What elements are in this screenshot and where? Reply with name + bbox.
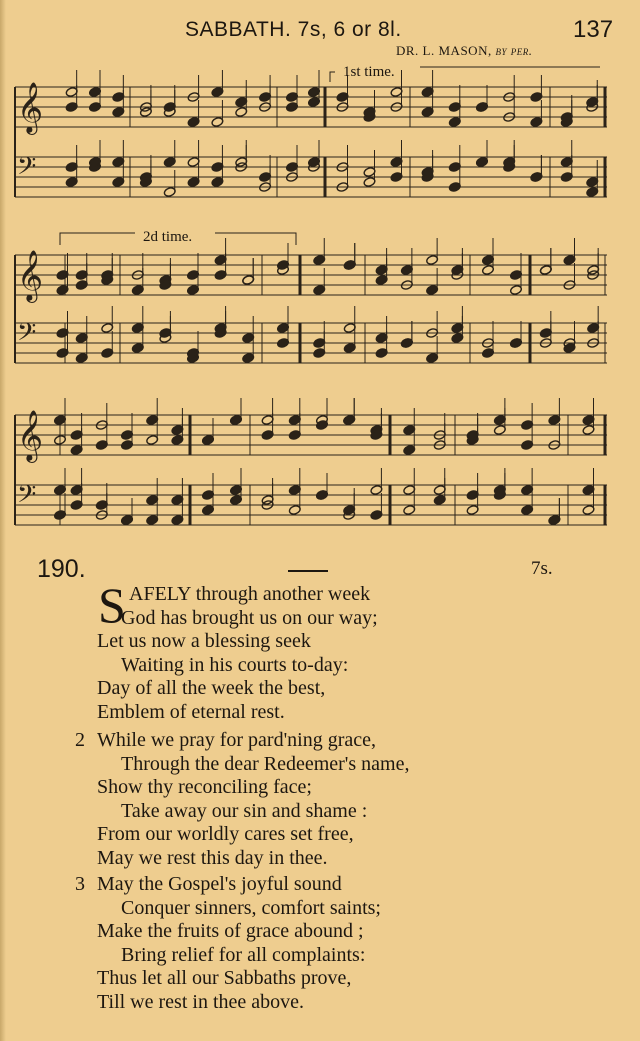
verse-line: While we pray for pard'ning grace, — [97, 729, 377, 751]
verse-line: Make the fruits of grace abound ; — [97, 920, 364, 942]
verse-line: Show thy reconciling face; — [97, 776, 312, 798]
treble-clef: 𝄞 — [17, 250, 44, 301]
verse-line: Waiting in his courts to-day: — [121, 653, 349, 676]
composer-name: DR. L. MASON, — [396, 43, 492, 58]
bass-clef: 𝄢 — [17, 480, 37, 515]
verse-line: May we rest this day in thee. — [97, 846, 328, 869]
verse-line: Let us now a blessing seek — [97, 630, 311, 652]
verse-line: AFELY through another week — [129, 583, 371, 605]
treble-clef: 𝄞 — [17, 82, 44, 133]
separator-dash — [288, 570, 328, 572]
hymn-number: 190. — [37, 555, 86, 583]
volta-second-label: 2d time. — [143, 229, 193, 245]
verse-line: Take away our sin and shame : — [121, 799, 368, 822]
composer-note: by per. — [495, 43, 533, 58]
verse-line: May the Gospel's joyful sound — [97, 873, 342, 895]
drop-cap: S — [98, 577, 126, 633]
treble-clef: 𝄞 — [17, 410, 44, 461]
verse-line: Till we rest in thee above. — [97, 990, 305, 1013]
volta-first-bracket — [330, 72, 335, 82]
stanza-number: 3 — [75, 873, 85, 895]
volta-first-label: 1st time. — [343, 64, 395, 80]
bass-clef: 𝄢 — [17, 318, 37, 353]
volta-second-bracket-end — [215, 233, 296, 245]
verse-line: From our worldly cares set free, — [97, 823, 354, 845]
verse-line: Bring relief for all complaints: — [121, 943, 366, 966]
bass-clef: 𝄢 — [17, 152, 37, 187]
tune-title: SABBATH. 7s, 6 or 8l. — [185, 18, 402, 41]
verse-line: God has brought us on our way; — [121, 606, 378, 629]
verse-line: Day of all the week the best, — [97, 677, 326, 699]
volta-second-bracket — [60, 233, 135, 245]
verse-line: Emblem of eternal rest. — [97, 700, 285, 723]
stanza-number: 2 — [75, 729, 85, 751]
verse-line: Through the dear Redeemer's name, — [121, 752, 410, 775]
page-number: 137 — [573, 16, 614, 43]
verse-line: Thus let all our Sabbaths prove, — [97, 967, 352, 989]
verse-line: Conquer sinners, comfort saints; — [121, 896, 381, 919]
hymn-meter: 7s. — [531, 558, 553, 579]
